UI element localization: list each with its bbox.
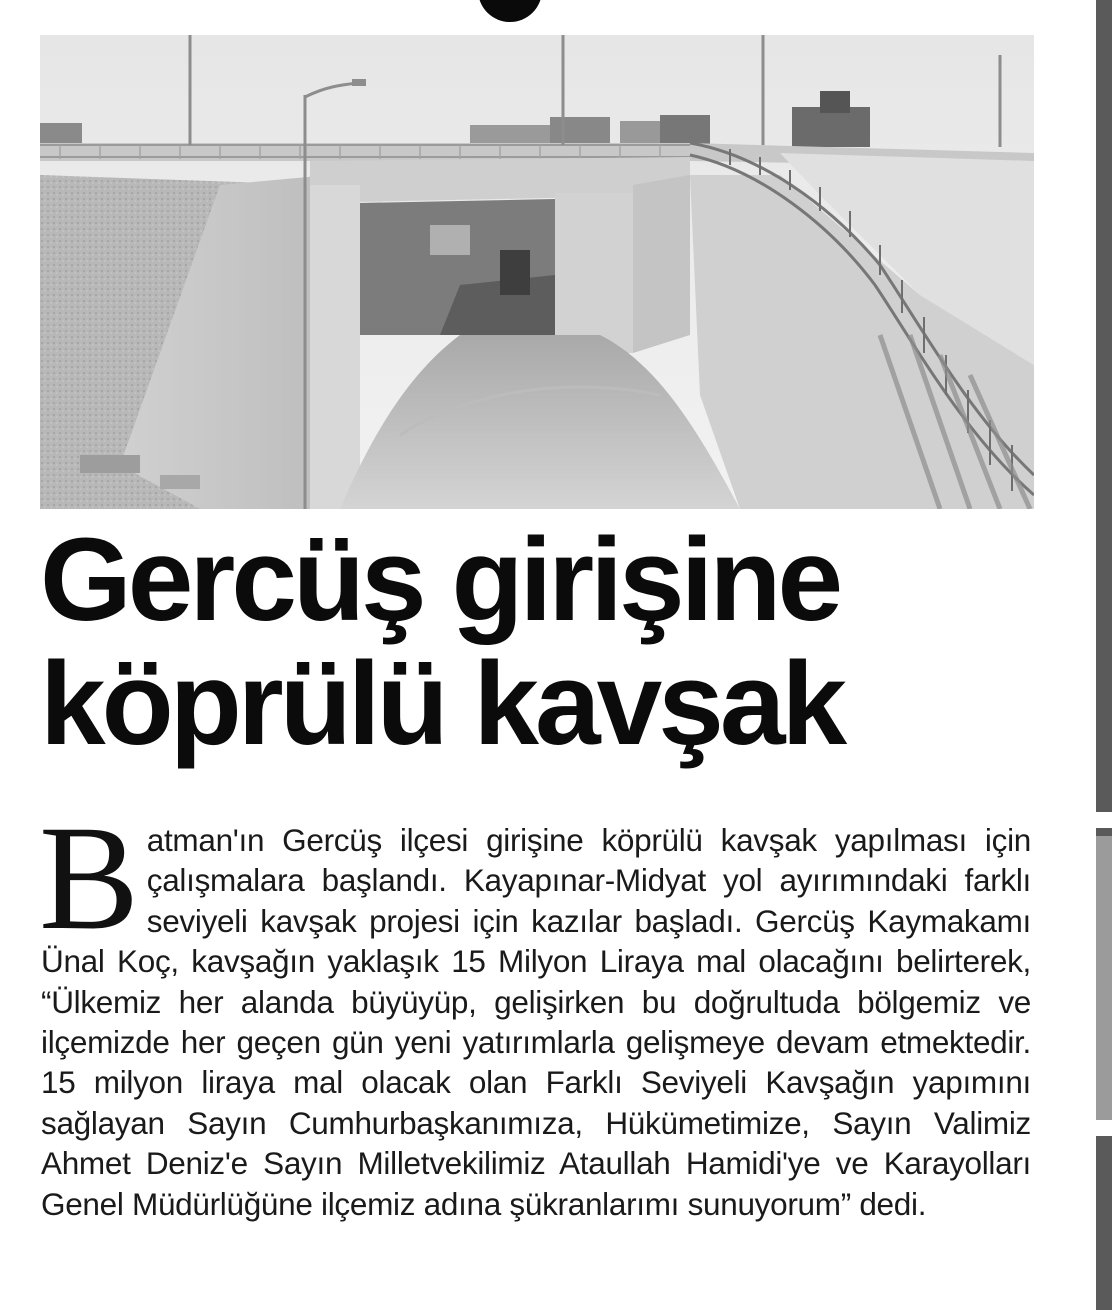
article-body-text: atman'ın Gercüş ilçesi girişine köprülü kavşak yapılması için çalışmalara başlandı. Kayapınar-Midyat yol ayırımındaki farklı seviyeli kavşak projesi için kazılar başladı. Gercüş Kaymakamı Ünal Koç, kavşağın yaklaşık 15 Milyon Liraya mal olacağını belirterek, “Ülkemiz her alanda büyüyüp, gelişirken bu doğrultuda bölgemiz ve ilçemizde her geçen gün yeni yatırımlarla gelişmeye devam etmektedir. 15 milyon liraya mal olacak olan Farklı Seviyeli Kavşağın yapımını sağlayan Sayın Cumhurbaşkanımıza, Hükümetimize, Sayın Valimiz Ahmet Deniz'e Sayın Milletvekilimiz Ataullah Hamidi'ye ve Karayolları Genel Müdürlüğüne ilçemiz adına şükranlarımı sunuyorum” dedi. bbox=[41, 822, 1031, 1222]
headline-line-1: Gercüş girişine bbox=[40, 514, 840, 646]
overpass-photo-illustration bbox=[40, 35, 1034, 509]
page-ornament bbox=[478, 0, 542, 22]
headline-line-2: köprülü kavşak bbox=[40, 638, 844, 770]
article-photo bbox=[40, 35, 1034, 509]
drop-cap: B bbox=[39, 795, 139, 961]
page-edge-rule bbox=[1092, 0, 1112, 1310]
article-body bbox=[39, 795, 1031, 1224]
article-headline bbox=[40, 514, 1040, 770]
